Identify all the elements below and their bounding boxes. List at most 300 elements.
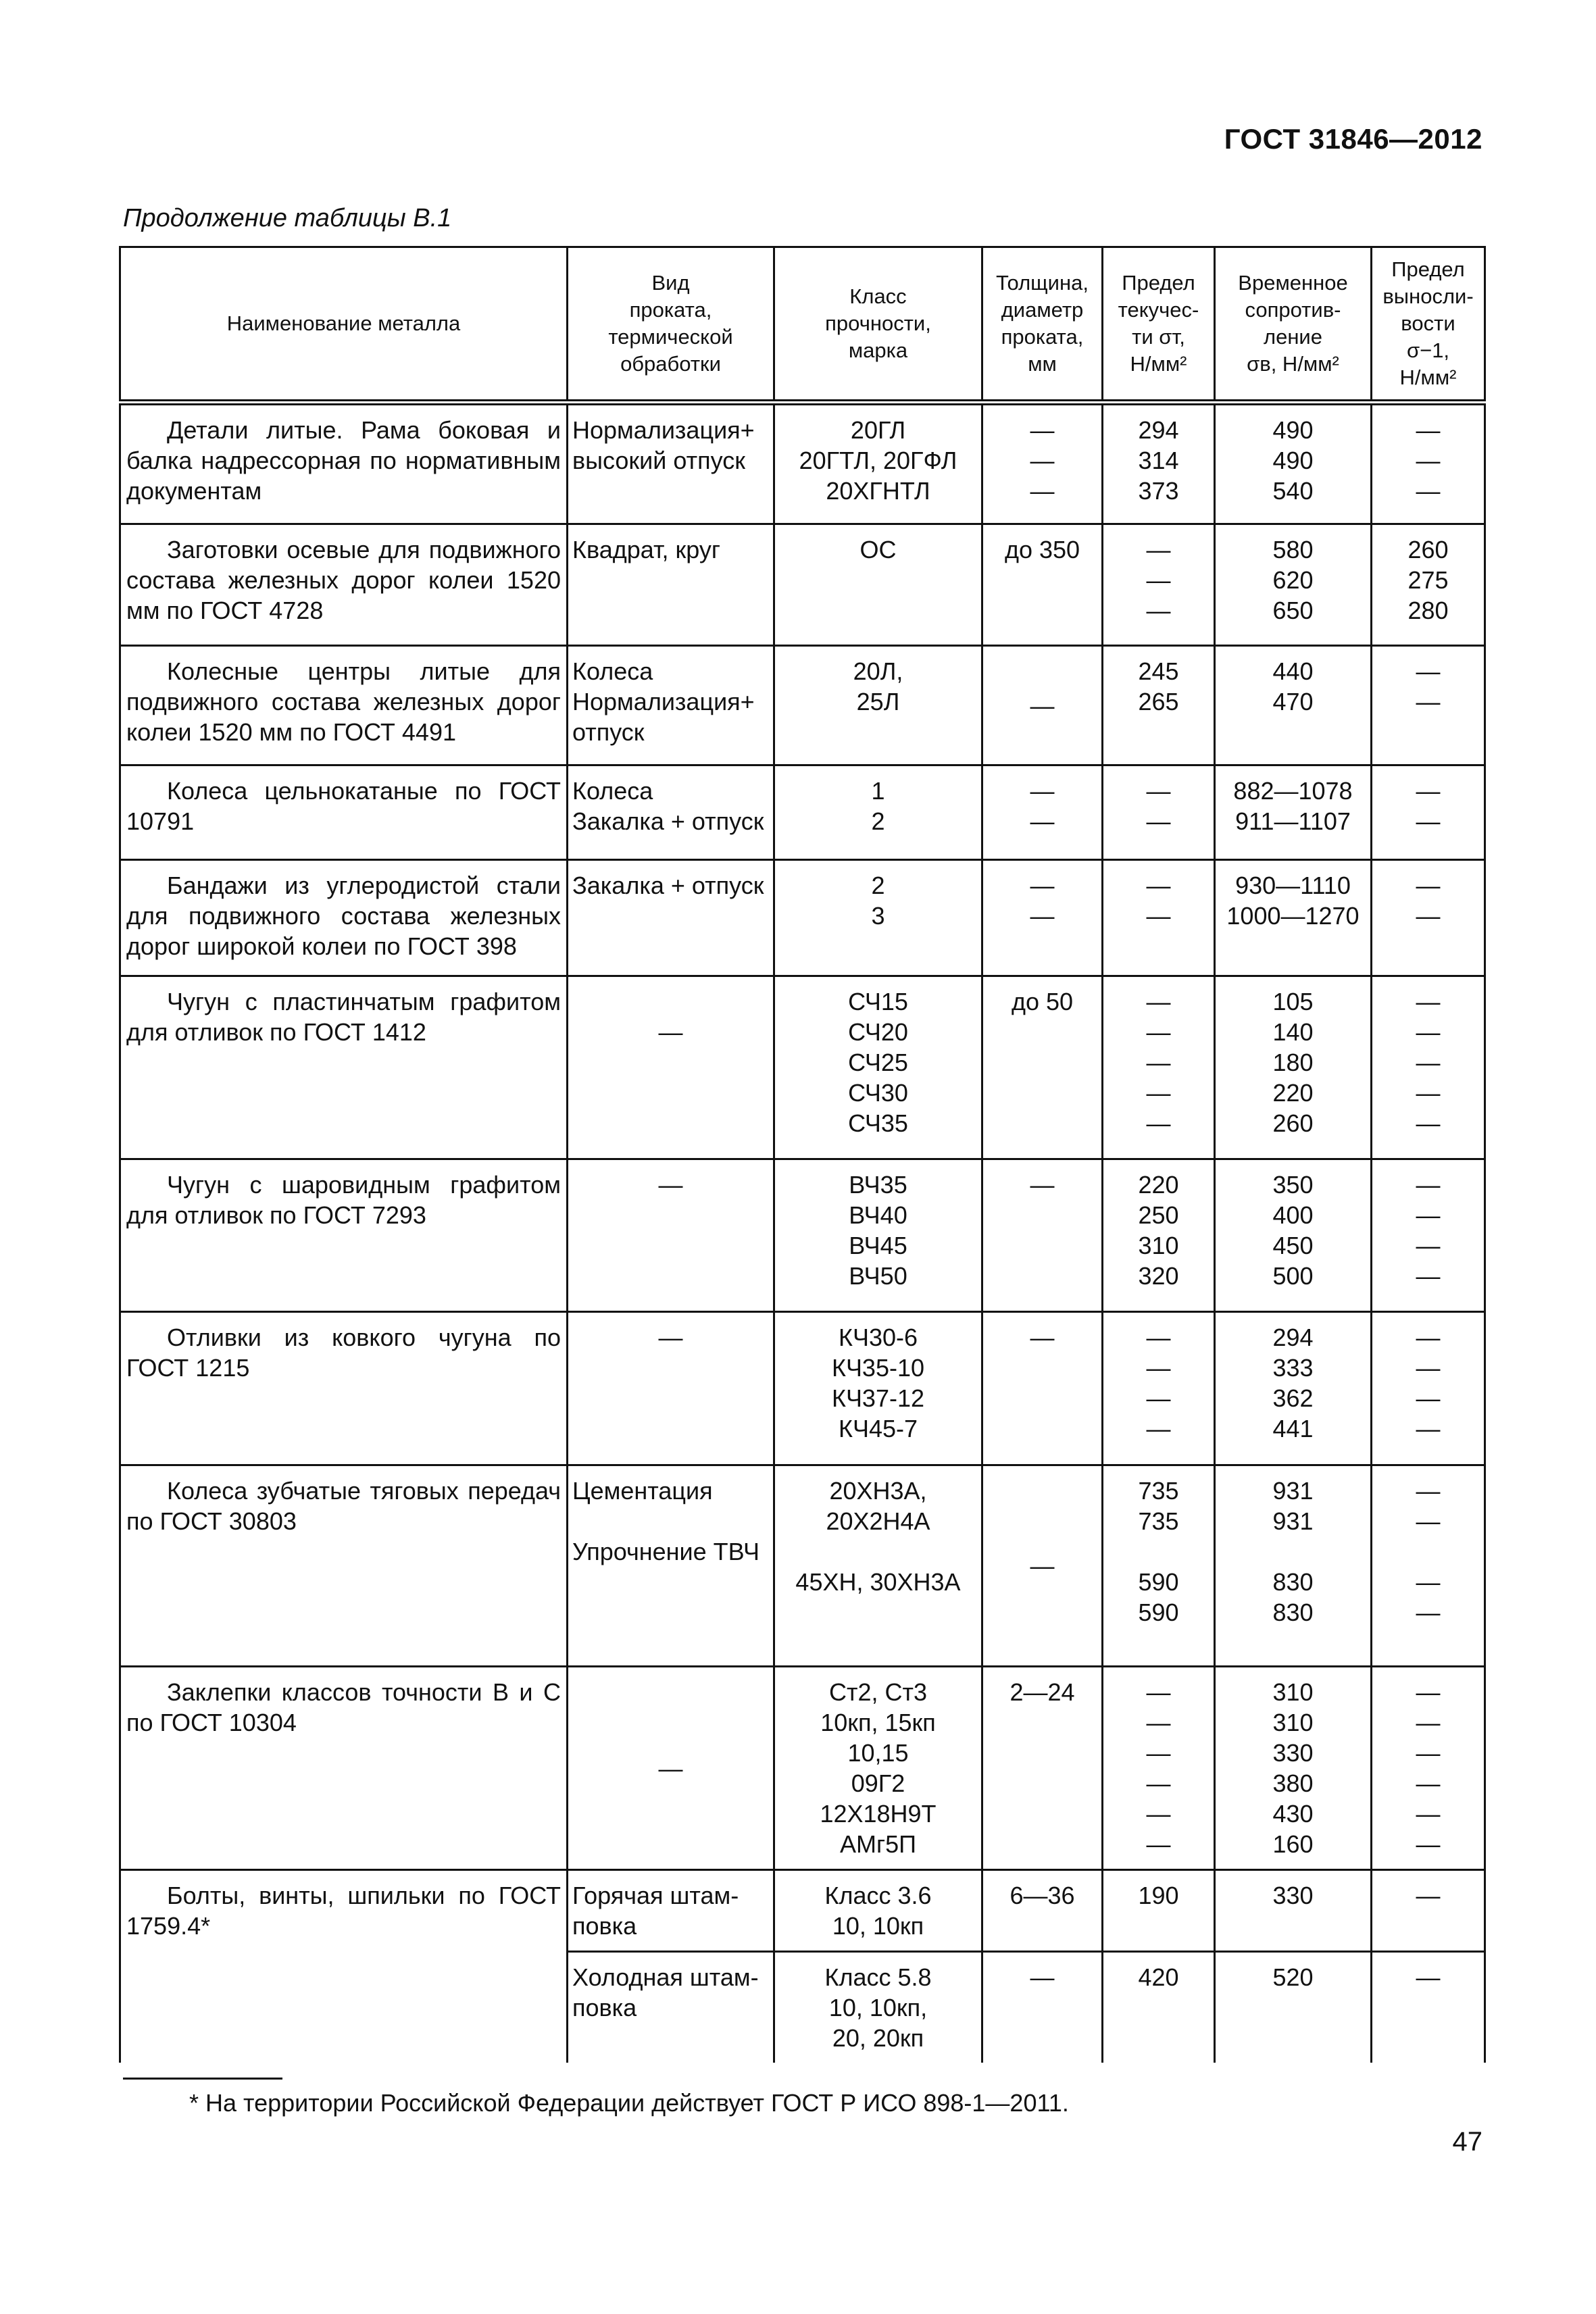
cell-name: Колеса цельнокатаные по ГОСТ 10791 xyxy=(120,765,568,860)
cell-line: 380 xyxy=(1272,1769,1314,1797)
cell-line: — xyxy=(1146,1018,1171,1046)
cell-line: 420 xyxy=(1138,1963,1179,1991)
cell-line: 330 xyxy=(1272,1882,1314,1909)
cell-endurance xyxy=(1372,765,1485,860)
cell-line: проката, xyxy=(629,298,712,322)
cell-grade xyxy=(774,1465,982,1667)
cell-line: 10,15 xyxy=(847,1739,909,1767)
cell-line: — xyxy=(658,1324,683,1351)
cell-type xyxy=(568,1312,774,1465)
cell-line: 520 xyxy=(1272,1963,1314,1991)
cell-line: — xyxy=(1146,1049,1171,1076)
cell-yield xyxy=(1103,976,1215,1159)
cell-line: — xyxy=(1416,1354,1441,1382)
cell-line: — xyxy=(1416,1739,1441,1767)
cell-line: — xyxy=(1416,657,1441,685)
cell-grade xyxy=(774,1870,982,1952)
cell-line: Колеса xyxy=(572,777,653,805)
yield-line: 590 xyxy=(1138,1599,1179,1626)
cell-thickness xyxy=(982,1465,1103,1667)
cell-grade xyxy=(774,1159,982,1312)
cell-line: 220 xyxy=(1272,1079,1314,1107)
cell-line: 310 xyxy=(1272,1709,1314,1736)
cell-line: 25Л xyxy=(856,688,900,715)
cell-thickness xyxy=(982,765,1103,860)
cell-line: 1 xyxy=(871,777,885,805)
type-line: Упрочнение ТВЧ xyxy=(572,1538,760,1565)
cell-line: ОС xyxy=(859,536,897,563)
cell-type xyxy=(568,1159,774,1312)
cell-line: 12Х18Н9Т xyxy=(820,1800,937,1828)
cell-line: ВЧ35 xyxy=(849,1171,907,1199)
col-header-thickness xyxy=(982,247,1103,403)
cell-line: — xyxy=(1030,416,1055,444)
footnote-rule xyxy=(123,2078,282,2080)
cell-line: 10кп, 15кп xyxy=(820,1709,936,1736)
cell-line: — xyxy=(1146,1384,1171,1412)
cell-line: 220 xyxy=(1138,1171,1179,1199)
cell-line: 09Г2 xyxy=(851,1769,905,1797)
cell-line: 314 xyxy=(1138,447,1179,474)
cell-thickness xyxy=(982,976,1103,1159)
cell-grade xyxy=(774,646,982,765)
cell-line: — xyxy=(1146,1079,1171,1107)
cell-line: 275 xyxy=(1407,566,1449,594)
table-row xyxy=(120,1312,1485,1465)
cell-line: ти σт, xyxy=(1132,325,1185,349)
cell-line: 362 xyxy=(1272,1384,1314,1412)
cell-line: 930—1110 xyxy=(1235,872,1351,899)
cell-type xyxy=(568,1465,774,1667)
cell-type xyxy=(568,403,774,524)
cell-line: 260 xyxy=(1407,536,1449,563)
cell-line: — xyxy=(1416,1678,1441,1706)
cell-line: 6—36 xyxy=(1009,1882,1075,1909)
cell-line: — xyxy=(1416,1800,1441,1828)
cell-type xyxy=(568,646,774,765)
cell-line: термической xyxy=(608,325,733,349)
cell-line: 373 xyxy=(1138,477,1179,505)
cell-line: СЧ30 xyxy=(848,1079,908,1107)
cell-name: Заклепки классов точности В и С по ГОСТ 10304 xyxy=(120,1667,568,1870)
cell-yield xyxy=(1103,1465,1215,1667)
cell-endurance xyxy=(1372,1465,1485,1667)
cell-line: Нормализация+ xyxy=(572,416,755,444)
cell-thickness xyxy=(982,1312,1103,1465)
cell-yield xyxy=(1103,646,1215,765)
table-continuation-title: Продолжение таблицы В.1 xyxy=(123,204,452,232)
cell-yield xyxy=(1103,524,1215,646)
cell-line: 294 xyxy=(1138,416,1179,444)
cell-line: 140 xyxy=(1272,1018,1314,1046)
cell-line: Ст2, Ст3 xyxy=(828,1678,928,1706)
cell-endurance xyxy=(1372,403,1485,524)
cell-tensile xyxy=(1215,1159,1372,1312)
cell-line: до 50 xyxy=(1011,988,1074,1015)
cell-line: ВЧ50 xyxy=(849,1262,907,1290)
grade-line: 45ХН, 30ХН3А xyxy=(795,1568,961,1596)
cell-line: 105 xyxy=(1272,988,1314,1015)
table-row xyxy=(120,976,1485,1159)
cell-line: 540 xyxy=(1272,477,1314,505)
cell-grade xyxy=(774,860,982,976)
cell-name: Чугун с шаровидным графитом для отливок по ГОСТ 7293 xyxy=(120,1159,568,1312)
cell-yield xyxy=(1103,1870,1215,1952)
cell-line: 294 xyxy=(1272,1324,1314,1351)
cell-line: — xyxy=(1416,902,1441,930)
cell-tensile xyxy=(1215,765,1372,860)
cell-name: Детали литые. Рама боковая и балка надрессорная по нормативным документам xyxy=(120,403,568,524)
grade-line: 20Х2Н4А xyxy=(826,1507,930,1535)
cell-line: σв, Н/мм² xyxy=(1247,352,1339,376)
cell-tensile xyxy=(1215,860,1372,976)
cell-line: Н/мм² xyxy=(1130,352,1187,376)
cell-name: Чугун с пластинчатым графитом для отливок по ГОСТ 1412 xyxy=(120,976,568,1159)
cell-type xyxy=(568,976,774,1159)
cell-line: — xyxy=(1146,536,1171,563)
cell-line: ление xyxy=(1263,325,1322,349)
cell-name: Бандажи из углеродистой стали для подвижного состава железных дорог широкой колеи по ГОСТ 398 xyxy=(120,860,568,976)
cell-grade xyxy=(774,1952,982,2063)
cell-line: — xyxy=(1416,1018,1441,1046)
table-row xyxy=(120,1870,1485,1952)
cell-line: марка xyxy=(848,338,908,362)
cell-line: вости xyxy=(1401,311,1455,335)
cell-line: 450 xyxy=(1272,1232,1314,1259)
cell-grade xyxy=(774,403,982,524)
cell-line: — xyxy=(1146,988,1171,1015)
cell-tensile xyxy=(1215,976,1372,1159)
cell-line: 490 xyxy=(1272,447,1314,474)
cell-grade xyxy=(774,1312,982,1465)
page-number: 47 xyxy=(1452,2127,1482,2157)
cell-yield xyxy=(1103,1952,1215,2063)
cell-endurance xyxy=(1372,1870,1485,1952)
type-line: Цементация xyxy=(572,1477,713,1505)
table-header-row xyxy=(120,247,1485,403)
cell-line: Колеса xyxy=(572,657,653,685)
cell-line: 10, 10кп xyxy=(832,1912,924,1940)
cell-line: 310 xyxy=(1138,1232,1179,1259)
cell-line: диаметр xyxy=(1001,298,1084,322)
cell-line: — xyxy=(1416,1079,1441,1107)
cell-line: КЧ35-10 xyxy=(831,1354,925,1382)
cell-tensile xyxy=(1215,1952,1372,2063)
cell-line: — xyxy=(1146,902,1171,930)
cell-line: — xyxy=(1146,1769,1171,1797)
cell-line: АМг5П xyxy=(839,1830,917,1858)
cell-line: 245 xyxy=(1138,657,1179,685)
cell-line: — xyxy=(1030,1324,1055,1351)
cell-line: 20ХГНТЛ xyxy=(826,477,930,505)
cell-line: Холодная штам- xyxy=(572,1963,759,1991)
cell-line: Временное xyxy=(1238,271,1348,295)
cell-line: 20Л, xyxy=(853,657,903,685)
cell-yield xyxy=(1103,860,1215,976)
cell-line: ВЧ45 xyxy=(849,1232,907,1259)
cell-line: — xyxy=(1416,477,1441,505)
yield-line: 590 xyxy=(1138,1568,1179,1596)
cell-thickness xyxy=(982,646,1103,765)
cell-line: КЧ45-7 xyxy=(838,1415,918,1442)
cell-line: — xyxy=(1416,1830,1441,1858)
tensile-line: 931 xyxy=(1272,1507,1314,1535)
cell-line: — xyxy=(1030,447,1055,474)
cell-line: СЧ25 xyxy=(848,1049,908,1076)
cell-line: 350 xyxy=(1272,1171,1314,1199)
cell-line: — xyxy=(1146,1830,1171,1858)
cell-line: 20, 20кп xyxy=(832,2024,924,2052)
cell-line: — xyxy=(1416,688,1441,715)
cell-type xyxy=(568,524,774,646)
cell-line: — xyxy=(1416,1232,1441,1259)
cell-line: 2 xyxy=(871,872,885,899)
cell-endurance xyxy=(1372,860,1485,976)
cell-line: — xyxy=(1416,1882,1441,1909)
cell-line: Вид xyxy=(651,271,690,295)
cell-line: высокий отпуск xyxy=(572,447,745,474)
cell-line: — xyxy=(1416,1109,1441,1137)
cell-type xyxy=(568,765,774,860)
cell-name: Отливки из ковкого чугуна по ГОСТ 1215 xyxy=(120,1312,568,1465)
cell-yield xyxy=(1103,1312,1215,1465)
cell-line: сопротив- xyxy=(1245,298,1341,322)
cell-line: Предел xyxy=(1122,271,1195,295)
cell-line: — xyxy=(1416,1201,1441,1229)
cell-line: — xyxy=(1146,1739,1171,1767)
cell-line: 470 xyxy=(1272,688,1314,715)
cell-line: Класс xyxy=(849,284,907,308)
table-row xyxy=(120,1465,1485,1667)
cell-line: — xyxy=(1146,1800,1171,1828)
grade-line: 20ХН3А, xyxy=(829,1477,927,1505)
cell-line: — xyxy=(1416,416,1441,444)
cell-line: — xyxy=(1416,1262,1441,1290)
cell-type xyxy=(568,1952,774,2063)
cell-line: — xyxy=(1416,447,1441,474)
cell-line: 3 xyxy=(871,902,885,930)
cell-line: 20ГТЛ, 20ГФЛ xyxy=(799,447,957,474)
cell-line: — xyxy=(1146,1324,1171,1351)
cell-line: — xyxy=(1146,777,1171,805)
cell-line: Класс 3.6 xyxy=(824,1882,932,1909)
cell-line: — xyxy=(1030,872,1055,899)
cell-tensile xyxy=(1215,646,1372,765)
cell-line: 250 xyxy=(1138,1201,1179,1229)
cell-line: Предел xyxy=(1391,257,1465,281)
cell-line: — xyxy=(1416,1171,1441,1199)
cell-tensile xyxy=(1215,1870,1372,1952)
cell-line: ВЧ40 xyxy=(849,1201,907,1229)
col-header-endurance xyxy=(1372,247,1485,403)
cell-line: — xyxy=(1416,1049,1441,1076)
cell-grade xyxy=(774,524,982,646)
cell-line: — xyxy=(1146,1354,1171,1382)
yield-line: 735 xyxy=(1138,1477,1179,1505)
cell-line: — xyxy=(1030,1552,1055,1580)
cell-line: — xyxy=(1030,902,1055,930)
cell-endurance xyxy=(1372,1667,1485,1870)
cell-line: 400 xyxy=(1272,1201,1314,1229)
cell-line: Квадрат, круг xyxy=(572,536,720,563)
cell-line: — xyxy=(658,1171,683,1199)
cell-line: Толщина, xyxy=(996,271,1089,295)
table-container xyxy=(119,246,1484,2063)
cell-line: — xyxy=(1416,988,1441,1015)
cell-tensile xyxy=(1215,524,1372,646)
cell-line: 160 xyxy=(1272,1830,1314,1858)
cell-line: — xyxy=(1416,1963,1441,1991)
cell-line: — xyxy=(1030,691,1055,720)
cell-grade xyxy=(774,765,982,860)
cell-line: 260 xyxy=(1272,1109,1314,1137)
cell-line: — xyxy=(1416,1384,1441,1412)
cell-line: — xyxy=(1146,1709,1171,1736)
endurance-line: — xyxy=(1416,1568,1441,1596)
cell-line: Класс 5.8 xyxy=(824,1963,932,1991)
cell-yield xyxy=(1103,765,1215,860)
cell-thickness xyxy=(982,860,1103,976)
yield-line: 735 xyxy=(1138,1507,1179,1535)
cell-line: — xyxy=(1146,1678,1171,1706)
cell-line: — xyxy=(1416,872,1441,899)
table-row xyxy=(120,524,1485,646)
col-header-type xyxy=(568,247,774,403)
cell-line: 265 xyxy=(1138,688,1179,715)
standard-number: ГОСТ 31846—2012 xyxy=(1224,123,1482,155)
col-header-grade xyxy=(774,247,982,403)
cell-endurance xyxy=(1372,1159,1485,1312)
cell-line: — xyxy=(1146,1415,1171,1442)
table-row xyxy=(120,1667,1485,1870)
cell-line: — xyxy=(1030,1963,1055,1991)
cell-line: мм xyxy=(1028,352,1057,376)
cell-line: КЧ30-6 xyxy=(838,1324,918,1351)
tensile-line: 931 xyxy=(1272,1477,1314,1505)
cell-grade xyxy=(774,976,982,1159)
cell-type xyxy=(568,860,774,976)
cell-line: — xyxy=(1416,777,1441,805)
endurance-line: — xyxy=(1416,1507,1441,1535)
cell-line: 280 xyxy=(1407,597,1449,624)
col-header-name: Наименование металла xyxy=(120,247,568,403)
cell-line: σ−1, xyxy=(1406,338,1450,362)
cell-line: — xyxy=(1416,1709,1441,1736)
cell-tensile xyxy=(1215,1465,1372,1667)
cell-line: 430 xyxy=(1272,1800,1314,1828)
table-row xyxy=(120,765,1485,860)
cell-line: — xyxy=(658,1754,683,1782)
cell-line: 580 xyxy=(1272,536,1314,563)
cell-line: — xyxy=(1146,872,1171,899)
cell-line: Горячая штам- xyxy=(572,1882,739,1909)
cell-thickness xyxy=(982,1870,1103,1952)
cell-line: — xyxy=(1030,777,1055,805)
cell-line: повка xyxy=(572,1994,637,2021)
cell-line: — xyxy=(1030,807,1055,835)
table-row xyxy=(120,646,1485,765)
cell-line: — xyxy=(1030,1171,1055,1199)
cell-endurance xyxy=(1372,524,1485,646)
cell-line: прочности, xyxy=(825,311,931,335)
cell-line: 190 xyxy=(1138,1882,1179,1909)
cell-line: 330 xyxy=(1272,1739,1314,1767)
col-header-tensile xyxy=(1215,247,1372,403)
cell-line: обработки xyxy=(620,352,721,376)
cell-line: 911—1107 xyxy=(1235,807,1351,835)
cell-endurance xyxy=(1372,646,1485,765)
cell-tensile xyxy=(1215,1667,1372,1870)
tensile-line: 830 xyxy=(1272,1568,1314,1596)
cell-name: Колесные центры литые для подвижного состава железных дорог колеи 1520 мм по ГОСТ 4491 xyxy=(120,646,568,765)
cell-line: текучес- xyxy=(1118,298,1199,322)
cell-line: СЧ20 xyxy=(848,1018,908,1046)
cell-line: — xyxy=(1416,807,1441,835)
cell-line: Закалка + отпуск xyxy=(572,872,764,899)
cell-line: 180 xyxy=(1272,1049,1314,1076)
cell-line: 620 xyxy=(1272,566,1314,594)
cell-line: Закалка + отпуск xyxy=(572,807,764,835)
cell-line: 1000—1270 xyxy=(1226,902,1360,930)
cell-endurance xyxy=(1372,976,1485,1159)
cell-line: 2 xyxy=(871,807,885,835)
cell-endurance xyxy=(1372,1312,1485,1465)
cell-line: проката, xyxy=(1001,325,1084,349)
cell-line: — xyxy=(1146,597,1171,624)
cell-line: — xyxy=(1416,1415,1441,1442)
cell-line: — xyxy=(1146,1109,1171,1137)
cell-line: СЧ15 xyxy=(848,988,908,1015)
cell-thickness xyxy=(982,1952,1103,2063)
col-header-yield xyxy=(1103,247,1215,403)
footnote: * На территории Российской Федерации действует ГОСТ Р ИСО 898-1—2011. xyxy=(189,2089,1069,2117)
cell-grade xyxy=(774,1667,982,1870)
cell-line: Нормализация+ xyxy=(572,688,755,715)
cell-thickness xyxy=(982,524,1103,646)
table-row xyxy=(120,1159,1485,1312)
cell-thickness xyxy=(982,403,1103,524)
cell-line: — xyxy=(1416,1324,1441,1351)
cell-line: — xyxy=(1030,477,1055,505)
cell-yield xyxy=(1103,403,1215,524)
cell-line: 440 xyxy=(1272,657,1314,685)
cell-endurance xyxy=(1372,1952,1485,2063)
cell-line: 2—24 xyxy=(1009,1678,1075,1706)
cell-type xyxy=(568,1870,774,1952)
properties-table xyxy=(119,246,1486,2063)
cell-type xyxy=(568,1667,774,1870)
cell-line: до 350 xyxy=(1004,536,1080,563)
cell-line: 20ГЛ xyxy=(850,416,906,444)
cell-yield xyxy=(1103,1159,1215,1312)
cell-line: КЧ37-12 xyxy=(831,1384,925,1412)
table-row xyxy=(120,403,1485,524)
cell-yield xyxy=(1103,1667,1215,1870)
cell-line: 882—1078 xyxy=(1233,777,1353,805)
cell-line: 10, 10кп, xyxy=(828,1994,928,2021)
cell-line: СЧ35 xyxy=(848,1109,908,1137)
cell-line: 333 xyxy=(1272,1354,1314,1382)
cell-name: Колеса зубчатые тяговых передач по ГОСТ 30803 xyxy=(120,1465,568,1667)
cell-line: отпуск xyxy=(572,718,645,746)
cell-line: Н/мм² xyxy=(1399,366,1457,389)
cell-line: — xyxy=(1146,566,1171,594)
cell-line: 441 xyxy=(1272,1415,1314,1442)
cell-line: выносли- xyxy=(1382,284,1474,308)
endurance-line: — xyxy=(1416,1477,1441,1505)
cell-name: Заготовки осевые для подвижного состава железных дорог колеи 1520 мм по ГОСТ 4728 xyxy=(120,524,568,646)
endurance-line: — xyxy=(1416,1599,1441,1626)
